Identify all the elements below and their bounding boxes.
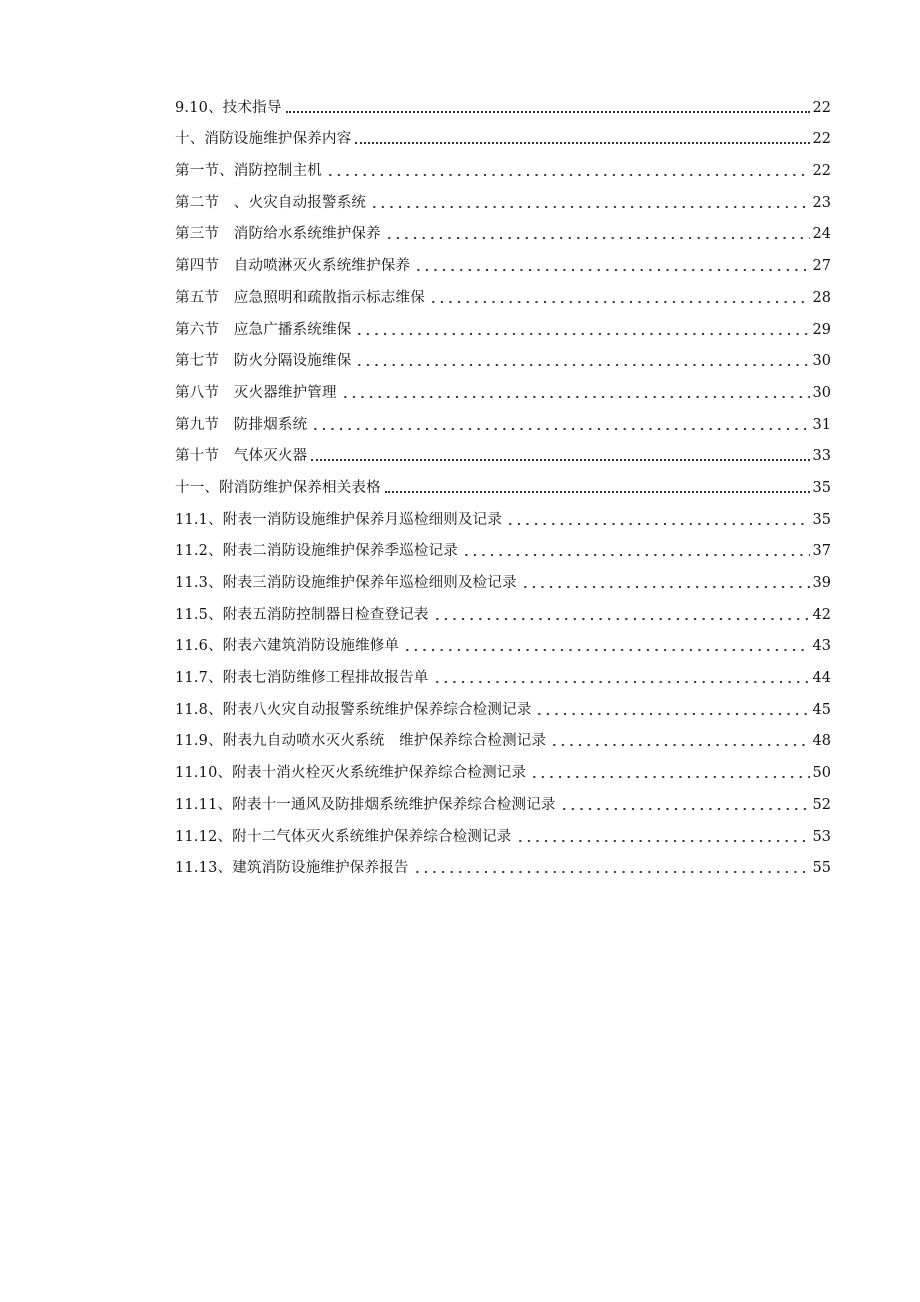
toc-entry-title: 第四节 自动喷淋灭火系统维护保养 [175,258,411,275]
toc-entry-page-number: 28 [812,289,831,306]
toc-entry-page-number: 39 [812,575,831,591]
toc-entry-page-number: 43 [812,638,831,655]
toc-entry-page-number: 35 [812,479,831,496]
toc-entry-page-number: 45 [812,701,831,718]
toc-entry-page-number: 48 [812,733,831,750]
toc-dot-leader [429,300,810,304]
toc-entry[interactable] [175,530,831,562]
toc-entry-title: 第三节 消防给水系统维护保养 [175,226,381,243]
toc-entry-page-number: 33 [812,448,831,465]
toc-entry[interactable] [175,847,831,879]
toc-entry-page-number: 30 [812,384,831,401]
toc-entry-title: 第十节 气体灭火器 [175,448,308,465]
toc-entry-page-number: 30 [812,353,831,370]
toc-entry-page-number: 22 [812,163,831,180]
toc-entry-page-number: 29 [812,321,831,338]
toc-entry[interactable] [175,181,831,213]
toc-entry-title: 十一、附消防维护保养相关表格 [175,479,381,496]
toc-entry-title: 第九节 防排烟系统 [175,416,308,433]
toc-entry-page-number: 23 [812,194,831,211]
toc-dot-leader [521,585,810,589]
toc-dot-leader [311,427,809,431]
toc-entry-title: 11.6、附表六建筑消防设施维修单 [175,638,400,655]
toc-entry-page-number: 55 [812,860,831,877]
toc-dot-leader [506,522,809,526]
toc-entry[interactable] [175,815,831,847]
toc-entry[interactable] [175,751,831,783]
toc-dot-leader [311,459,809,461]
toc-entry-title: 11.10、附表十消火栓灭火系统维护保养综合检测记录 [175,765,527,782]
toc-entry[interactable] [175,118,831,150]
toc-dot-leader [370,205,809,209]
toc-entry[interactable] [175,340,831,372]
toc-entry[interactable] [175,466,831,498]
toc-entry-title: 第八节 灭火器维护管理 [175,384,337,401]
toc-entry[interactable] [175,625,831,657]
toc-dot-leader [286,111,810,113]
toc-entry-title: 11.9、附表九自动喷水灭火系统 维护保养综合检测记录 [175,733,547,750]
toc-entry[interactable] [175,656,831,688]
toc-entry[interactable] [175,435,831,467]
toc-entry-page-number: 27 [812,258,831,275]
toc-dot-leader [355,142,809,144]
toc-entry-title: 11.11、附表十一通风及防排烟系统维护保养综合检测记录 [175,796,556,813]
toc-dot-leader [433,617,810,621]
toc-entry-title: 第二节 、火灾自动报警系统 [175,194,367,211]
toc-entry[interactable] [175,244,831,276]
toc-dot-leader [403,648,809,652]
toc-dot-leader [530,775,809,779]
toc-dot-leader [355,363,809,367]
table-of-contents [175,86,831,878]
toc-entry-title: 11.13、建筑消防设施维护保养报告 [175,860,409,877]
toc-dot-leader [535,712,809,716]
toc-entry[interactable] [175,498,831,530]
toc-entry-title: 11.2、附表二消防设施维护保养季巡检记录 [175,543,458,560]
toc-entry-page-number: 52 [812,796,831,813]
toc-entry[interactable] [175,149,831,181]
toc-entry-title: 十、消防设施维护保养内容 [175,131,352,148]
toc-entry[interactable] [175,213,831,245]
toc-entry[interactable] [175,561,831,593]
toc-entry-title: 第一节、消防控制主机 [175,163,322,180]
toc-entry[interactable] [175,276,831,308]
toc-dot-leader [550,743,809,747]
toc-entry[interactable] [175,593,831,625]
toc-entry-page-number: 35 [812,511,831,528]
toc-entry-page-number: 22 [812,131,831,148]
toc-entry-title: 第七节 防火分隔设施维保 [175,353,352,370]
toc-entry-title: 11.3、附表三消防设施维护保养年巡检细则及检记录 [175,575,517,591]
toc-entry-page-number: 24 [812,226,831,243]
toc-dot-leader [326,173,810,177]
toc-entry-page-number: 37 [812,543,831,560]
toc-entry-page-number: 42 [812,606,831,623]
toc-entry-title: 11.5、附表五消防控制器日检查登记表 [175,606,429,623]
toc-entry-title: 9.10、技术指导 [175,99,282,116]
toc-dot-leader [462,553,810,557]
toc-dot-leader [414,268,809,272]
toc-entry-page-number: 31 [812,416,831,433]
toc-entry-page-number: 22 [812,99,831,116]
toc-entry-page-number: 53 [812,828,831,845]
toc-dot-leader [413,870,810,874]
toc-entry-title: 第六节 应急广播系统维保 [175,321,352,338]
toc-dot-leader [516,839,810,843]
toc-dot-leader [385,491,810,493]
toc-dot-leader [385,236,810,240]
toc-entry[interactable] [175,720,831,752]
toc-entry-title: 11.7、附表七消防维修工程排故报告单 [175,670,429,687]
toc-entry-page-number: 44 [812,670,831,687]
toc-entry-title: 11.8、附表八火灾自动报警系统维护保养综合检测记录 [175,701,532,718]
toc-entry[interactable] [175,308,831,340]
toc-entry-title: 第五节 应急照明和疏散指示标志维保 [175,289,425,306]
toc-entry[interactable] [175,403,831,435]
toc-dot-leader [341,395,810,399]
toc-entry[interactable] [175,86,831,118]
toc-entry[interactable] [175,688,831,720]
toc-dot-leader [433,680,810,684]
toc-dot-leader [560,807,810,811]
toc-dot-leader [355,332,809,336]
toc-entry[interactable] [175,783,831,815]
toc-entry-title: 11.12、附十二气体灭火系统维护保养综合检测记录 [175,828,512,845]
toc-entry-title: 11.1、附表一消防设施维护保养月巡检细则及记录 [175,511,503,528]
toc-entry-page-number: 50 [812,765,831,782]
toc-entry[interactable] [175,371,831,403]
